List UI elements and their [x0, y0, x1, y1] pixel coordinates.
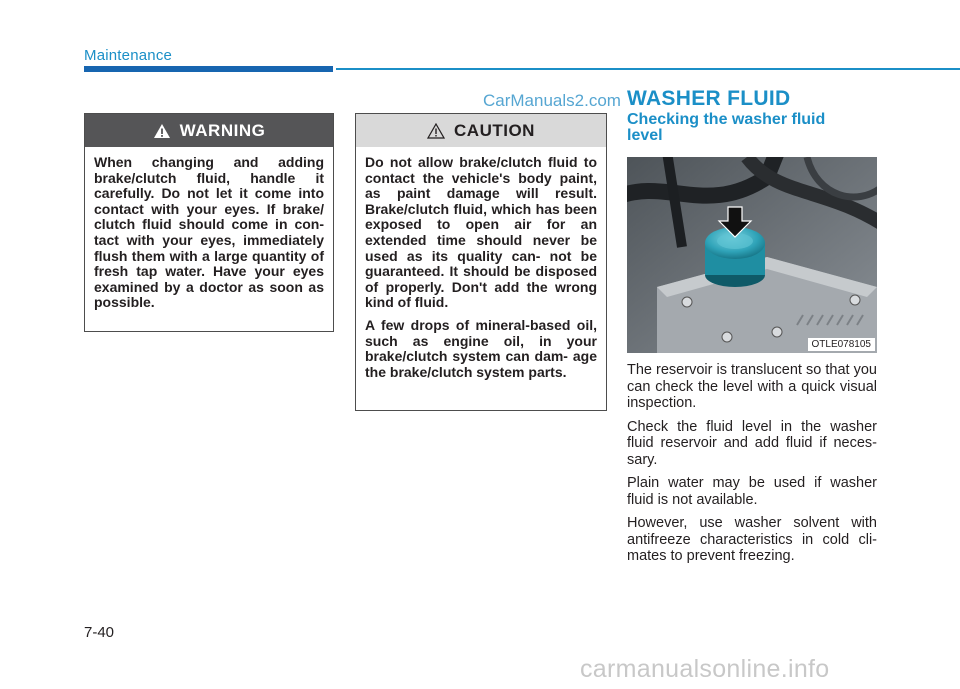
- body-paragraph-2: Check the fluid level in the washer fluid reservoir and add fluid if neces- sary.: [627, 418, 877, 468]
- warning-text: When changing and adding brake/clutch fluid, handle it carefully. Do not let it come into contact with your eyes. If brake/ clutch fluid should come in con- tact with your eyes, immediately flush them with a large quantity of fresh tap water. Have your eyes examined by a doctor as soon as possible.: [94, 154, 324, 311]
- section-title: WASHER FLUID: [627, 87, 791, 110]
- warning-title: WARNING: [179, 120, 266, 140]
- body-paragraph-3: Plain water may be used if washer fluid is not available.: [627, 475, 877, 508]
- reservoir-figure: [627, 157, 877, 353]
- section-label: Maintenance: [84, 47, 173, 64]
- page-number: 7-40: [84, 624, 115, 641]
- warning-triangle-icon: [153, 123, 171, 139]
- warning-box: [84, 113, 334, 332]
- caution-triangle-icon: [427, 123, 445, 139]
- body-text: [627, 362, 877, 572]
- body-paragraph-1: The reservoir is translucent so that you can check the level with a quick visual inspection.: [627, 362, 877, 411]
- warning-header: [85, 114, 333, 147]
- caution-body: [356, 147, 606, 380]
- caution-text-2: A few drops of mineral-based oil, such as engine oil, in your brake/clutch system can dam- age the brake/clutch system parts.: [365, 316, 597, 380]
- figure-code: OTLE078105: [808, 338, 876, 351]
- warning-body: [85, 147, 333, 311]
- header-rule-light: [336, 68, 960, 70]
- caution-header: [356, 114, 606, 147]
- caution-box: [355, 113, 607, 411]
- watermark-top[interactable]: CarManuals2.com: [483, 91, 621, 110]
- caution-title: CAUTION: [454, 120, 535, 140]
- subheading: Checking the washer fluid level: [627, 111, 826, 144]
- body-paragraph-4: However, use washer solvent with antifreeze characteristics in cold cli- mates to prevent freezing.: [627, 515, 877, 564]
- engine-bay-illustration: [627, 157, 877, 353]
- header-rule-dark: [84, 66, 333, 72]
- caution-text-1: Do not allow brake/clutch fluid to contact the vehicle's body paint, as paint damage will result. Brake/clutch fluid, which has been exposed to open air for an extended time should never be used as its quality can- not be guaranteed. It should be disposed of properly. Don't add the wrong kind of fluid.: [365, 154, 597, 311]
- watermark-bottom[interactable]: carmanualsonline.info: [580, 655, 830, 683]
